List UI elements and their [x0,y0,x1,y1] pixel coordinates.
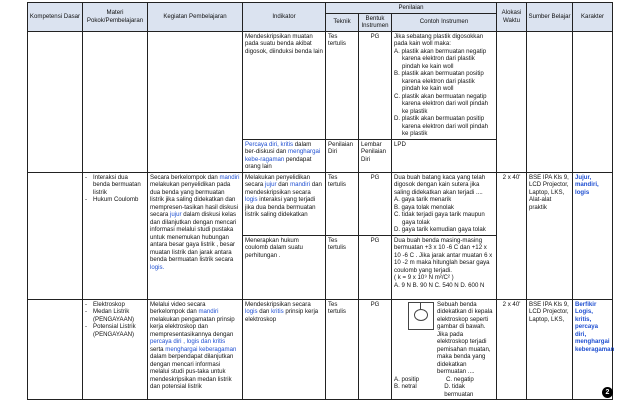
char-text: logis [245,196,258,203]
option-d: D. gaya tarik kemudian gaya tolak [394,226,486,233]
question-text: Jika sebatang plastik digosokkan pada kain woll maka: [394,32,484,47]
question-text: Dua buah batang kaca yang telah digosok dengan kain sutera jika saling didekatkan akan terjadi .... [394,173,486,196]
karakter-cell [573,31,613,172]
header-sumber: Sumber Belajar [527,3,573,32]
header-alokasi: Alokasi Waktu [497,3,527,32]
indicator-text: interaksi yang terjadi jika dua benda bermuatan listrik saling didekatkan [245,196,316,218]
materi-cell [83,299,148,400]
option-d: D. tidak bermuatan [444,383,474,398]
bentuk-cell: Lembar Penilaian Diri [359,139,392,172]
activity-text: Secara berkelompok dan [150,173,220,181]
sumber-cell [527,31,573,172]
bentuk-cell: PG [359,299,392,400]
option-a: A. plastik akan bermuatan negatip karena elektron dari plastik pindah ke kain woll [394,47,487,70]
kd-cell [28,31,83,172]
indicator-text: pendapat orang lain [245,155,312,170]
list-item: - Potensial Listrik (PENGAYAAN) [85,323,145,338]
bentuk-cell: PG [359,235,392,299]
indicator-text: Melakukan penyelidikan secara [245,173,311,188]
header-kd: Kompetensi Dasar [28,3,83,32]
teknik-cell: Tes tertulis [326,31,359,139]
indikator-cell [243,139,326,172]
option-b: B. plastik akan bermuatan positip karena elektron dari plastik pindah ke kain woll [394,70,484,92]
karakter-cell: Jujur, mandiri, logis [573,172,613,299]
table-row [28,172,613,235]
indicator-text: dan mendeskripsikan secara [245,181,322,196]
char-text: jujur [169,211,182,218]
question-text: Dua buah benda masing-masing bermuatan +3 x 10 -6 C dan +12 x 10 -6 C . Jika jarak antar muatan 6 x 10 -2 m maka hitunglah besar gaya coulomb yang terjadi. [394,236,493,274]
sumber-cell: BSE IPA Kls 9, LCD Projector, Laptop, LKS, [527,299,573,400]
option-d: D. plastik akan bermuatan positip karena elektron dari woll pindah ke plastik [394,115,489,137]
contoh-cell [392,299,497,400]
list-item: - Interaksi dua benda bermuatan listrik [85,174,145,197]
header-karakter: Karakter [573,3,613,32]
indicator-text: dalam ber-diskusi dan [245,140,312,155]
char-text: jujur [264,181,277,188]
option-b: B. netral [394,383,417,390]
indikator-cell [243,299,326,400]
char-text: logis [245,308,258,315]
activity-text: melakukan penyelidikan pada dua benda yang bermuatan listrik jika saling didekatkan dan mempresen-tasikan hasil diskusi secara [150,181,239,218]
list-item: - Elektroskop [85,301,145,309]
activity-text: melakukan pengamatan prinsip kerja elektroskop dan mempresentasikannya dengan [150,315,235,338]
option-b: B. gaya tolak menolak [394,203,454,211]
char-text: kritis [271,308,284,315]
contoh-cell [392,235,497,299]
option-a: A. gaya tarik menarik [394,196,452,203]
indicator-text: Mendeskripsikan secara [245,300,311,308]
indicator-text: dan [276,181,291,188]
kd-cell [28,299,83,400]
activity-text: serta [150,345,166,353]
kegiatan-cell [148,31,243,172]
contoh-cell [392,31,497,139]
kd-cell [28,172,83,299]
header-materi: Materi Pokok/Pembelajaran [83,3,148,32]
char-text: logis. [150,263,165,271]
header-indikator: Indikator [243,3,326,32]
header-contoh: Contoh Instrumen [392,13,497,31]
char-text: mandiri [219,173,240,181]
kegiatan-cell [148,172,243,299]
kegiatan-cell [148,299,243,400]
indikator-cell: Mendeskripsikan muatan pada suatu benda akibat digosok, diinduksi benda lain [243,31,326,139]
table-row [28,31,613,139]
activity-text: dalam diskusi kelas dan dilanjutkan dengan mencari informasi melalui studi pustaka untuk menemukan hubungan antara besar gaya listrik , besar muatan listrik dan jarak antara benda bermuatan listrik secara [150,211,237,263]
char-text: menghargai keberagaman [165,345,237,353]
teknik-cell: Tes tertulis [326,235,359,299]
bentuk-cell: PG [359,172,392,235]
syllabus-table [27,2,613,400]
list-item: - Medan Listrik (PENGAYAAN) [85,308,145,323]
bentuk-cell: PG [359,31,392,139]
char-text: mandiri [290,181,311,188]
option-c: C. negatip [446,375,474,383]
materi-cell [83,172,148,299]
alokasi-cell: 2 x 40' [497,299,527,400]
alokasi-cell: 2 x 40' [497,172,527,299]
list-item: - Hukum Coulomb [85,196,145,204]
constant-text: ( k = 9 x 10⁹ N m²/C² ) [394,274,454,281]
char-text: percaya diri , logis dan kritis [150,338,226,345]
activity-text: dalam berpendapat dilanjutkan dengan mencari informasi melalui studi pus-taka untuk mendeskripsikan medan listrik dan potensial listrik [150,353,234,390]
teknik-cell: Tes tertulis [326,299,359,400]
teknik-cell: Penilaian Diri [326,139,359,172]
char-text: menghargai kebe-ragaman [245,148,321,163]
electroscope-figure [408,302,434,330]
contoh-cell: LPD [392,139,497,172]
header-bentuk: Bentuk Instrumen [359,13,392,31]
char-text: Percaya diri, kritis [245,140,294,148]
option-c: C. plastik akan bermuatan negatip karena elektron dari woll pindah ke plastik [394,92,489,115]
indicator-text: prinsip kerja elektroskop [245,308,319,323]
table-row [28,299,613,400]
sumber-cell: BSE IPA Kls 9, LCD Projector, Laptop, LKS, Alat-alat praktik [527,172,573,299]
karakter-cell: Berfikir Logis, kritis, percaya diri, menghargai keberagaman [573,299,613,400]
question-text: Sebuah benda didekatkan di kepala elektroskop seperti gambar di bawah. Jika pada elektroskop terjadi pemisahan muatan, maka benda yang didekatkan bermuatan .... [437,300,493,375]
indicator-text: dan [257,308,272,315]
activity-text: Melalui video secara berkelompok dan [150,300,206,315]
alokasi-cell [497,31,527,172]
header-teknik: Teknik [326,13,359,31]
option-c: C. tidak terjadi gaya tarik maupun gaya tolak [394,211,485,226]
indikator-cell: Menerapkan hukum coulomb dalam suatu perhitungan . [243,235,326,299]
materi-cell [83,31,148,172]
indikator-cell [243,172,326,235]
contoh-cell [392,172,497,235]
teknik-cell: Tes tertulis [326,172,359,235]
header-penilaian: Penilaian [326,3,497,14]
option-a: A. positip [394,375,420,383]
options-line: A. 9 N B. 90 N C. 540 N D. 600 N [394,281,485,289]
header-kegiatan: Kegiatan Pembelajaran [148,3,243,32]
char-text: mandiri [198,308,219,315]
page-number-badge: 2 [602,387,613,398]
